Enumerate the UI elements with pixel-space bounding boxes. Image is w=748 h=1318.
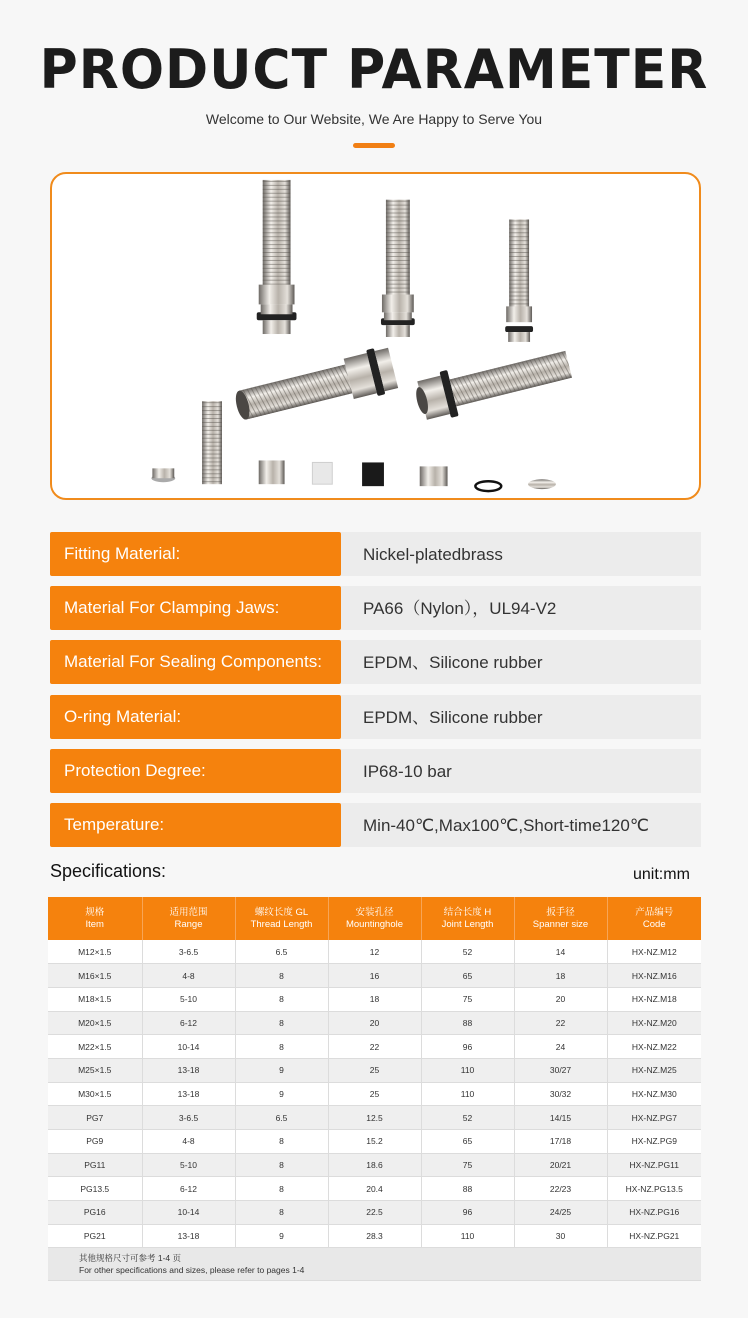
column-header-zh: 安装孔径	[355, 906, 394, 918]
table-cell: 96	[421, 1201, 514, 1225]
table-cell: 8	[235, 987, 328, 1011]
specifications-table	[48, 897, 701, 1281]
table-cell: M25×1.5	[48, 1058, 142, 1082]
table-cell: 18.6	[328, 1153, 421, 1177]
table-cell: HX-NZ.PG9	[607, 1130, 701, 1154]
param-label: Material For Clamping Jaws:	[50, 586, 341, 630]
table-row	[48, 1011, 701, 1035]
table-cell: 20.4	[328, 1177, 421, 1201]
specifications-title: Specifications:	[50, 861, 167, 881]
table-cell: 25	[328, 1058, 421, 1082]
table-row	[48, 1035, 701, 1059]
param-value: Nickel-platedbrass	[341, 532, 701, 576]
table-cell: 4-8	[142, 964, 235, 988]
table-cell: 12.5	[328, 1106, 421, 1130]
table-cell: 3-6.5	[142, 1106, 235, 1130]
table-cell: 8	[235, 1153, 328, 1177]
table-row	[48, 964, 701, 988]
table-row	[48, 1153, 701, 1177]
param-value: Min-40℃,Max100℃,Short-time120℃	[341, 803, 701, 847]
table-cell: HX-NZ.M18	[607, 987, 701, 1011]
table-cell: 30/27	[514, 1058, 607, 1082]
table-cell: 30	[514, 1224, 607, 1248]
table-cell: 8	[235, 964, 328, 988]
column-header-zh: 适用范围	[169, 906, 208, 918]
table-cell: 75	[421, 987, 514, 1011]
table-cell: 28.3	[328, 1224, 421, 1248]
table-cell: PG13.5	[48, 1177, 142, 1201]
table-cell: M12×1.5	[48, 940, 142, 964]
table-cell: 16	[328, 964, 421, 988]
table-cell: 20	[514, 987, 607, 1011]
column-header-en: Joint Length	[441, 918, 494, 930]
column-header-en: Range	[174, 918, 203, 930]
cable-gland-illustration	[52, 174, 699, 498]
table-cell: HX-NZ.M12	[607, 940, 701, 964]
param-row-o-ring-material	[50, 695, 701, 739]
column-header	[142, 897, 235, 940]
table-cell: HX-NZ.PG16	[607, 1201, 701, 1225]
table-note	[48, 1248, 701, 1281]
table-cell: 88	[421, 1011, 514, 1035]
table-cell: 25	[328, 1082, 421, 1106]
table-cell: 6-12	[142, 1011, 235, 1035]
column-header-en: Spanner size	[532, 918, 589, 930]
table-cell: 22.5	[328, 1201, 421, 1225]
table-cell: 14	[514, 940, 607, 964]
param-value: PA66（Nylon），UL94-V2	[341, 586, 701, 630]
table-cell: 24/25	[514, 1201, 607, 1225]
table-cell: HX-NZ.M30	[607, 1082, 701, 1106]
column-header-en: Code	[642, 918, 666, 930]
table-cell: 13-18	[142, 1224, 235, 1248]
table-cell: 8	[235, 1177, 328, 1201]
table-note-row	[48, 1248, 701, 1281]
table-cell: HX-NZ.M25	[607, 1058, 701, 1082]
param-value: EPDM、Silicone rubber	[341, 640, 701, 684]
table-cell: 18	[328, 987, 421, 1011]
table-cell: PG21	[48, 1224, 142, 1248]
table-cell: 6-12	[142, 1177, 235, 1201]
table-cell: PG9	[48, 1130, 142, 1154]
table-note-en: For other specifications and sizes, please refer to pages 1-4	[79, 1265, 305, 1276]
page-title: PRODUCT PARAMETER	[39, 38, 709, 102]
column-header	[235, 897, 328, 940]
param-row-protection-degree	[50, 749, 701, 793]
table-cell: 9	[235, 1058, 328, 1082]
table-cell: HX-NZ.PG21	[607, 1224, 701, 1248]
table-cell: 65	[421, 1130, 514, 1154]
table-cell: 8	[235, 1035, 328, 1059]
table-cell: PG7	[48, 1106, 142, 1130]
table-cell: 17/18	[514, 1130, 607, 1154]
param-value: IP68-10 bar	[341, 749, 701, 793]
table-row	[48, 1177, 701, 1201]
column-header	[607, 897, 701, 940]
column-header-zh: 规格	[85, 906, 105, 918]
table-cell: 110	[421, 1058, 514, 1082]
table-cell: 30/32	[514, 1082, 607, 1106]
param-label: O-ring Material:	[50, 695, 341, 739]
table-cell: HX-NZ.PG7	[607, 1106, 701, 1130]
table-cell: 52	[421, 940, 514, 964]
table-cell: HX-NZ.M20	[607, 1011, 701, 1035]
table-cell: 20/21	[514, 1153, 607, 1177]
table-cell: HX-NZ.PG11	[607, 1153, 701, 1177]
table-row	[48, 1058, 701, 1082]
column-header	[514, 897, 607, 940]
table-cell: 22	[328, 1035, 421, 1059]
table-cell: 52	[421, 1106, 514, 1130]
table-cell: PG11	[48, 1153, 142, 1177]
table-cell: 10-14	[142, 1201, 235, 1225]
table-row	[48, 1224, 701, 1248]
param-row-sealing-components	[50, 640, 701, 684]
table-cell: 13-18	[142, 1058, 235, 1082]
table-cell: M22×1.5	[48, 1035, 142, 1059]
table-cell: 75	[421, 1153, 514, 1177]
column-header-zh: 螺纹长度 GL	[254, 906, 309, 918]
column-header-zh: 产品编号	[635, 906, 674, 918]
column-header-en: Mountinghole	[345, 918, 404, 930]
table-cell: M18×1.5	[48, 987, 142, 1011]
param-label: Material For Sealing Components:	[50, 640, 341, 684]
table-cell: 10-14	[142, 1035, 235, 1059]
table-cell: 20	[328, 1011, 421, 1035]
table-cell: 5-10	[142, 987, 235, 1011]
table-cell: 14/15	[514, 1106, 607, 1130]
table-cell: 12	[328, 940, 421, 964]
column-header-en: Thread Length	[250, 918, 313, 930]
table-row	[48, 940, 701, 964]
column-header-zh: 结合长度 H	[443, 906, 492, 918]
table-cell: 6.5	[235, 940, 328, 964]
table-row	[48, 987, 701, 1011]
table-cell: 22/23	[514, 1177, 607, 1201]
column-header	[328, 897, 421, 940]
product-photo	[50, 172, 701, 500]
table-cell: 5-10	[142, 1153, 235, 1177]
table-cell: M20×1.5	[48, 1011, 142, 1035]
table-row	[48, 1130, 701, 1154]
table-cell: 24	[514, 1035, 607, 1059]
table-cell: 8	[235, 1130, 328, 1154]
table-cell: 65	[421, 964, 514, 988]
page-subtitle: Welcome to Our Website, We Are Happy to Serve You	[205, 111, 543, 127]
table-header-row	[48, 897, 701, 940]
table-cell: HX-NZ.M22	[607, 1035, 701, 1059]
table-cell: 88	[421, 1177, 514, 1201]
table-cell: M30×1.5	[48, 1082, 142, 1106]
param-row-clamping-jaws	[50, 586, 701, 630]
param-value: EPDM、Silicone rubber	[341, 695, 701, 739]
param-label: Protection Degree:	[50, 749, 341, 793]
table-cell: PG16	[48, 1201, 142, 1225]
table-cell: 96	[421, 1035, 514, 1059]
table-cell: 13-18	[142, 1082, 235, 1106]
column-header-zh: 扳手径	[546, 906, 575, 918]
param-label: Temperature:	[50, 803, 341, 847]
table-note-zh: 其他规格尺寸可参考 1-4 页	[79, 1253, 182, 1264]
table-row	[48, 1106, 701, 1130]
table-cell: 22	[514, 1011, 607, 1035]
table-row	[48, 1201, 701, 1225]
table-cell: HX-NZ.M16	[607, 964, 701, 988]
table-row	[48, 1082, 701, 1106]
table-cell: 110	[421, 1082, 514, 1106]
table-cell: 3-6.5	[142, 940, 235, 964]
table-cell: 18	[514, 964, 607, 988]
table-cell: 9	[235, 1224, 328, 1248]
table-cell: 15.2	[328, 1130, 421, 1154]
column-header	[421, 897, 514, 940]
param-row-fitting-material	[50, 532, 701, 576]
specifications-unit: unit:mm	[633, 866, 690, 883]
table-cell: M16×1.5	[48, 964, 142, 988]
table-cell: 6.5	[235, 1106, 328, 1130]
param-row-temperature	[50, 803, 701, 847]
specifications-table-body	[48, 940, 701, 1248]
column-header	[48, 897, 142, 940]
table-cell: 110	[421, 1224, 514, 1248]
table-cell: HX-NZ.PG13.5	[607, 1177, 701, 1201]
table-cell: 8	[235, 1011, 328, 1035]
param-label: Fitting Material:	[50, 532, 341, 576]
column-header-en: Item	[85, 918, 104, 930]
title-accent-bar	[353, 143, 395, 148]
table-cell: 8	[235, 1201, 328, 1225]
table-cell: 4-8	[142, 1130, 235, 1154]
table-cell: 9	[235, 1082, 328, 1106]
